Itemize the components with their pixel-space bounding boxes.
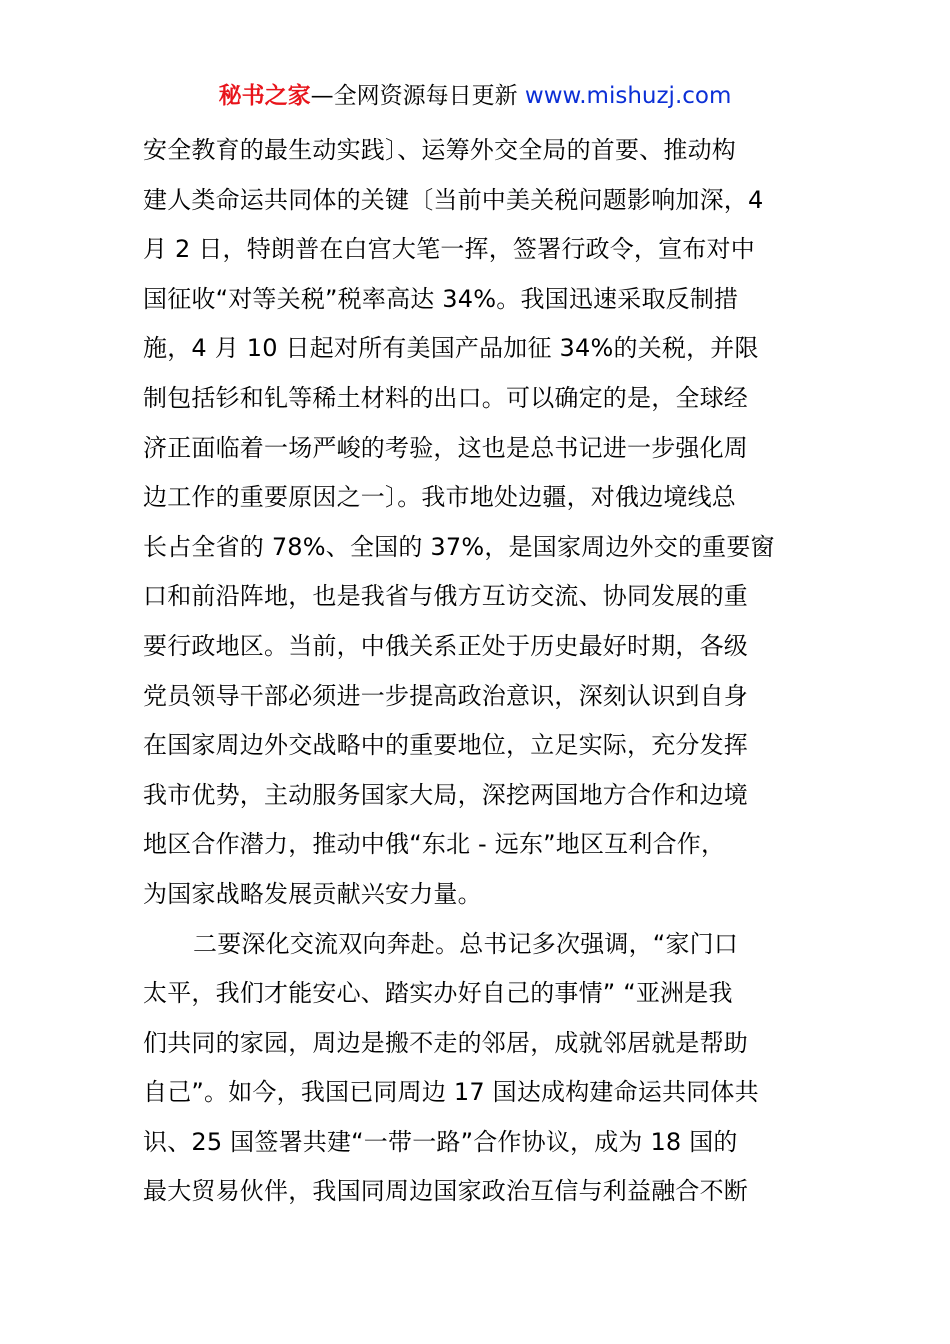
document-body — [143, 126, 813, 1217]
text-line: 边工作的重要原因之一〕。我市地处边疆，对俄边境线总 — [143, 483, 736, 512]
site-brand: 秘书之家 — [218, 83, 311, 109]
text-line: 我市优势，主动服务国家大局，深挖两国地方合作和边境 — [143, 780, 748, 809]
text-line: 国征收“对等关税”税率高达 34%。我国迅速采取反制措 — [143, 284, 739, 313]
text-line: 制包括钐和钆等稀土材料的出口。可以确定的是，全球经 — [143, 383, 748, 412]
text-line: 太平，我们才能安心、踏实办好自己的事情” “亚洲是我 — [143, 979, 733, 1008]
text-line: 建人类命运共同体的关键〔当前中美关税问题影响加深，4 — [143, 185, 764, 214]
text-line: 自己”。如今，我国已同周边 17 国达成构建命运共同体共 — [143, 1078, 759, 1107]
site-url-link[interactable]: www.mishuzj.com — [524, 83, 732, 109]
site-header — [0, 80, 950, 112]
text-line: 在国家周边外交战略中的重要地位，立足实际，充分发挥 — [143, 731, 748, 760]
text-line: 识、25 国签署共建“一带一路”合作协议，成为 18 国的 — [143, 1127, 738, 1156]
text-line: 们共同的家园，周边是搬不走的邻居，成就邻居就是帮助 — [143, 1028, 748, 1057]
text-line: 月 2 日，特朗普在白宫大笔一挥，签署行政令，宣布对中 — [143, 235, 755, 264]
text-line: 要行政地区。当前，中俄关系正处于历史最好时期，各级 — [143, 631, 748, 660]
text-line: 为国家战略发展贡献兴安力量。 — [143, 879, 482, 908]
site-tagline: —全网资源每日更新 — [310, 83, 518, 109]
text-line: 最大贸易伙伴，我国同周边国家政治互信与利益融合不断 — [143, 1177, 748, 1206]
text-line: 地区合作潜力，推动中俄“东北 - 远东”地区互利合作， — [143, 830, 726, 859]
text-line: 安全教育的最生动实践〕、运筹外交全局的首要、推动构 — [143, 136, 736, 164]
text-line: 党员领导干部必须进一步提高政治意识，深刻认识到自身 — [143, 681, 748, 710]
text-line: 济正面临着一场严峻的考验，这也是总书记进一步强化周 — [143, 433, 748, 462]
paragraph-start-line: 二要深化交流双向奔赴。总书记多次强调，“家门口 — [193, 929, 739, 958]
text-line: 长占全省的 78%、全国的 37%，是国家周边外交的重要窗 — [143, 532, 775, 561]
text-line: 施，4 月 10 日起对所有美国产品加征 34%的关税，并限 — [143, 334, 759, 363]
text-line: 口和前沿阵地，也是我省与俄方互访交流、协同发展的重 — [143, 582, 748, 611]
